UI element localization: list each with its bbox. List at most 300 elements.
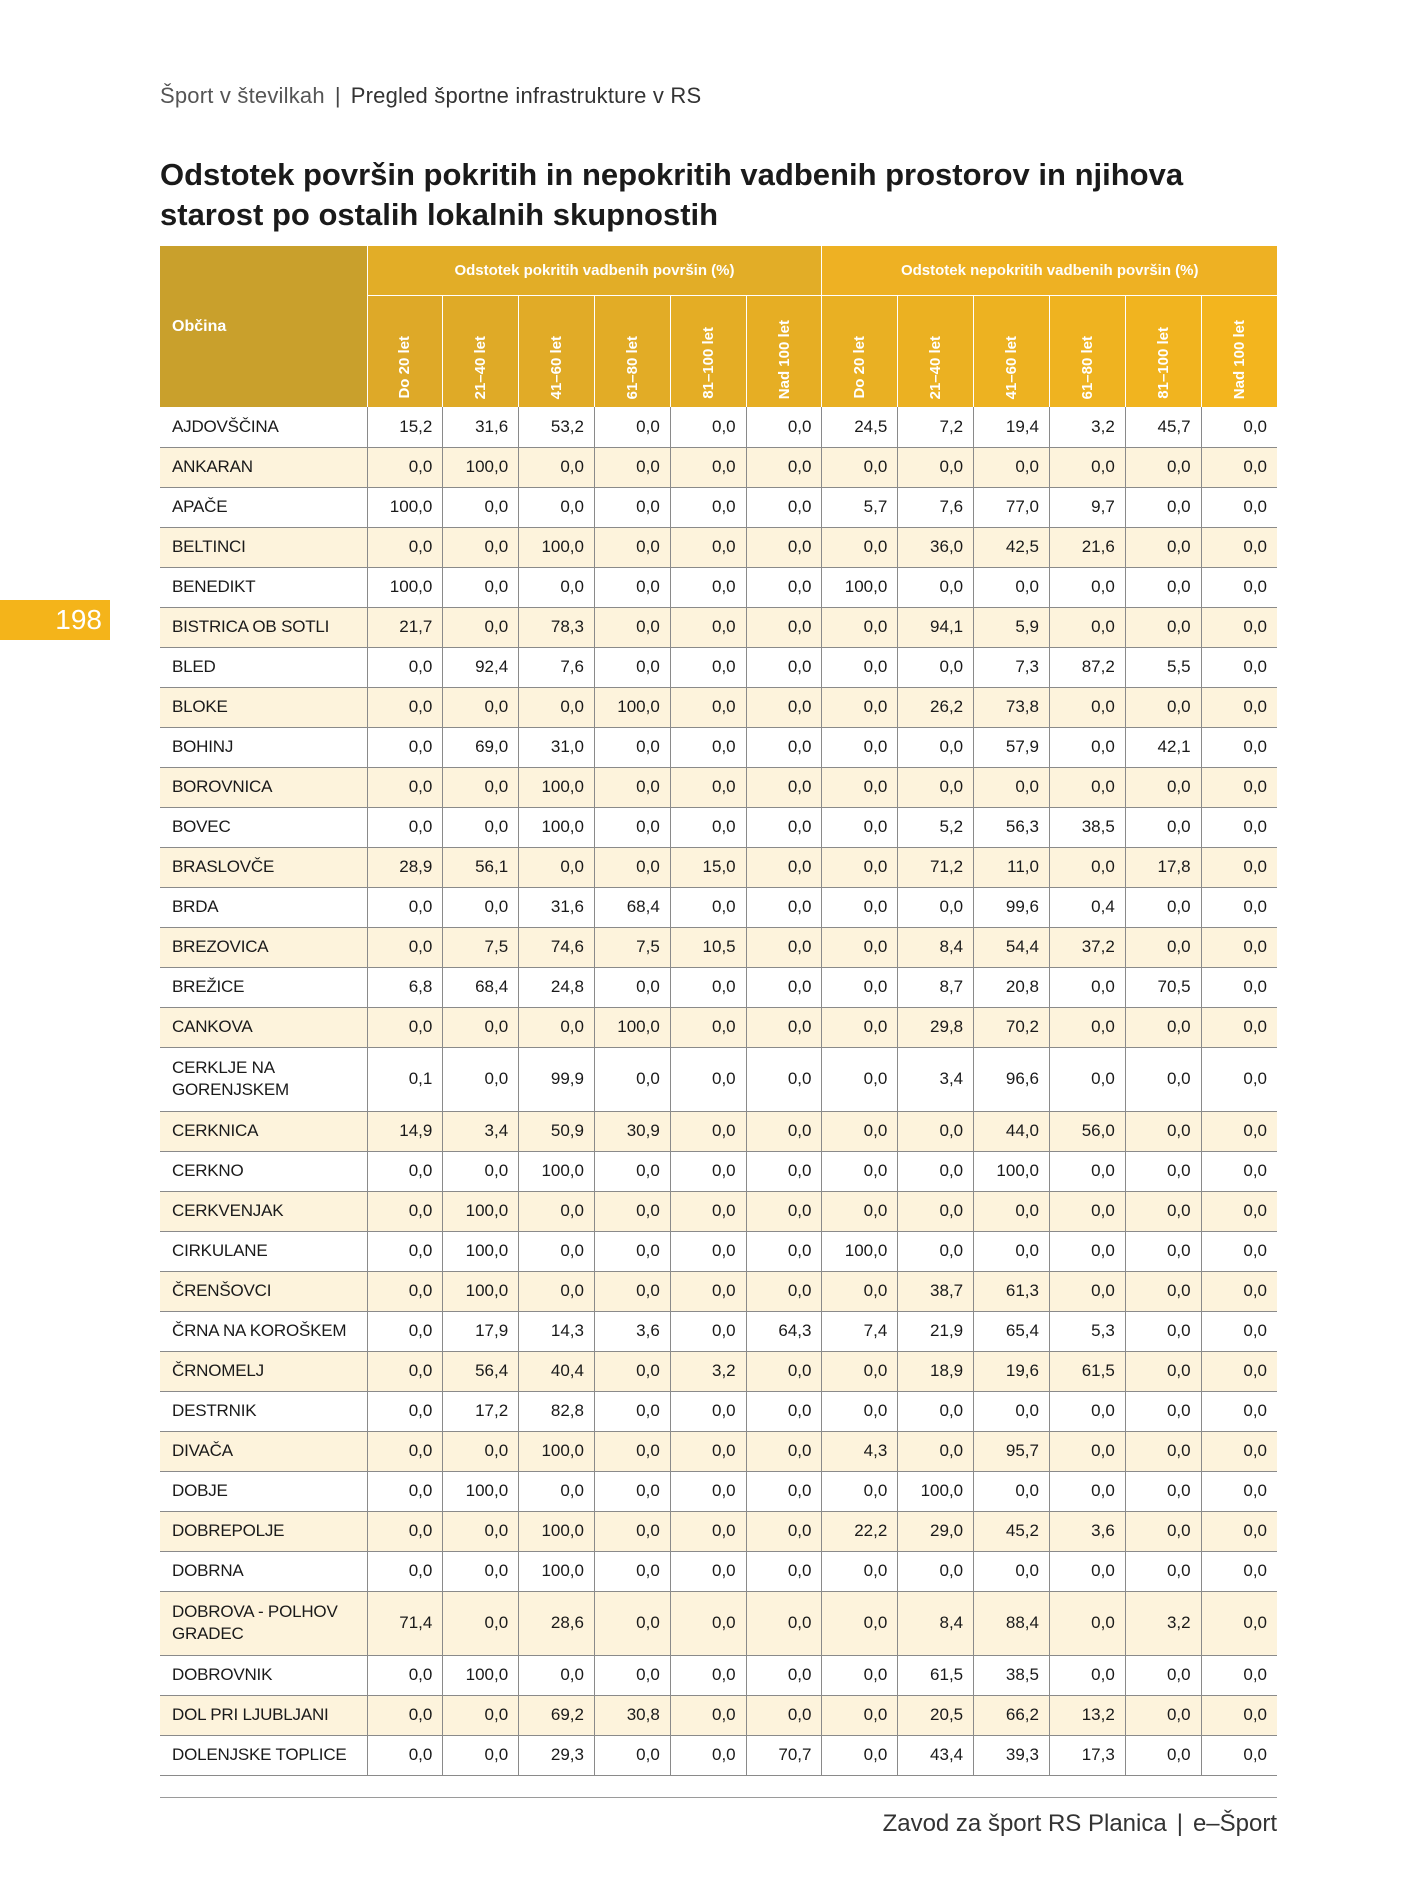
- value-cell: 0,0: [1125, 447, 1201, 487]
- municipality-cell: CANKOVA: [160, 1007, 367, 1047]
- value-cell: 69,2: [519, 1695, 595, 1735]
- value-cell: 0,0: [1201, 1471, 1277, 1511]
- value-cell: 0,0: [594, 1271, 670, 1311]
- value-cell: 0,0: [974, 1551, 1050, 1591]
- value-cell: 0,0: [746, 767, 822, 807]
- value-cell: 94,1: [898, 607, 974, 647]
- value-cell: 0,0: [670, 567, 746, 607]
- value-cell: 0,0: [670, 767, 746, 807]
- value-cell: 7,3: [974, 647, 1050, 687]
- value-cell: 0,0: [1201, 767, 1277, 807]
- value-cell: 70,7: [746, 1735, 822, 1775]
- value-cell: 0,0: [746, 687, 822, 727]
- value-cell: 3,4: [898, 1047, 974, 1111]
- value-cell: 0,0: [746, 967, 822, 1007]
- value-cell: 0,0: [746, 1551, 822, 1591]
- value-cell: 61,3: [974, 1271, 1050, 1311]
- value-cell: 0,0: [1125, 927, 1201, 967]
- page-number: 198: [0, 600, 110, 640]
- value-cell: 0,0: [1125, 1351, 1201, 1391]
- value-cell: 9,7: [1049, 487, 1125, 527]
- value-cell: 0,0: [822, 767, 898, 807]
- value-cell: 0,0: [367, 1471, 443, 1511]
- value-cell: 0,0: [519, 487, 595, 527]
- value-cell: 71,4: [367, 1591, 443, 1655]
- value-cell: 0,0: [367, 767, 443, 807]
- municipality-cell: BLED: [160, 647, 367, 687]
- value-cell: 0,0: [670, 1007, 746, 1047]
- value-cell: 0,0: [367, 527, 443, 567]
- value-cell: 74,6: [519, 927, 595, 967]
- value-cell: 45,2: [974, 1511, 1050, 1551]
- column-header-age: Nad 100 let: [746, 296, 822, 408]
- value-cell: 100,0: [519, 1511, 595, 1551]
- value-cell: 0,0: [1125, 1047, 1201, 1111]
- value-cell: 0,0: [670, 1511, 746, 1551]
- value-cell: 19,6: [974, 1351, 1050, 1391]
- value-cell: 0,0: [898, 1151, 974, 1191]
- running-header: [160, 83, 701, 109]
- value-cell: 0,0: [1049, 967, 1125, 1007]
- value-cell: 0,0: [822, 1271, 898, 1311]
- value-cell: 88,4: [974, 1591, 1050, 1655]
- value-cell: 18,9: [898, 1351, 974, 1391]
- value-cell: 0,0: [1201, 967, 1277, 1007]
- value-cell: 0,0: [746, 1351, 822, 1391]
- value-cell: 99,9: [519, 1047, 595, 1111]
- value-cell: 0,0: [1201, 1111, 1277, 1151]
- value-cell: 0,0: [1201, 927, 1277, 967]
- value-cell: 0,0: [519, 447, 595, 487]
- value-cell: 7,5: [594, 927, 670, 967]
- value-cell: 0,0: [746, 1047, 822, 1111]
- value-cell: 0,0: [594, 407, 670, 447]
- municipality-cell: BOHINJ: [160, 727, 367, 767]
- value-cell: 100,0: [443, 1471, 519, 1511]
- column-header-municipality: Občina: [160, 246, 367, 407]
- value-cell: 0,0: [670, 647, 746, 687]
- value-cell: 0,0: [746, 887, 822, 927]
- table-row: [160, 647, 1277, 687]
- value-cell: 0,0: [898, 1431, 974, 1471]
- municipality-cell: CERKLJE NA GORENJSKEM: [160, 1047, 367, 1111]
- value-cell: 0,0: [1201, 1511, 1277, 1551]
- value-cell: 87,2: [1049, 647, 1125, 687]
- value-cell: 0,0: [822, 1695, 898, 1735]
- value-cell: 7,4: [822, 1311, 898, 1351]
- municipality-cell: AJDOVŠČINA: [160, 407, 367, 447]
- value-cell: 17,8: [1125, 847, 1201, 887]
- value-cell: 0,0: [1049, 447, 1125, 487]
- municipality-cell: DOBROVNIK: [160, 1655, 367, 1695]
- value-cell: 0,0: [746, 407, 822, 447]
- table-row: [160, 1391, 1277, 1431]
- value-cell: 100,0: [519, 527, 595, 567]
- value-cell: 0,0: [1125, 1695, 1201, 1735]
- value-cell: 53,2: [519, 407, 595, 447]
- value-cell: 0,0: [746, 1431, 822, 1471]
- value-cell: 0,0: [367, 1735, 443, 1775]
- table-row: [160, 407, 1277, 447]
- value-cell: 0,0: [1201, 407, 1277, 447]
- value-cell: 0,0: [443, 767, 519, 807]
- table-row: [160, 727, 1277, 767]
- value-cell: 0,0: [1201, 1655, 1277, 1695]
- value-cell: 0,0: [367, 1351, 443, 1391]
- value-cell: 0,0: [670, 1735, 746, 1775]
- table-row: [160, 1591, 1277, 1655]
- value-cell: 0,0: [1049, 1591, 1125, 1655]
- column-header-age: Nad 100 let: [1201, 296, 1277, 408]
- table-row: [160, 927, 1277, 967]
- value-cell: 0,0: [1125, 1391, 1201, 1431]
- value-cell: 0,0: [1125, 1191, 1201, 1231]
- value-cell: 0,0: [443, 567, 519, 607]
- value-cell: 0,0: [367, 647, 443, 687]
- value-cell: 95,7: [974, 1431, 1050, 1471]
- value-cell: 100,0: [594, 1007, 670, 1047]
- value-cell: 0,0: [594, 647, 670, 687]
- municipality-cell: BRDA: [160, 887, 367, 927]
- value-cell: 0,0: [443, 1431, 519, 1471]
- value-cell: 0,0: [1049, 687, 1125, 727]
- value-cell: 70,5: [1125, 967, 1201, 1007]
- header-separator: |: [334, 83, 341, 108]
- value-cell: 0,0: [670, 1431, 746, 1471]
- table-row: [160, 1191, 1277, 1231]
- value-cell: 100,0: [519, 1431, 595, 1471]
- municipality-cell: DOBRNA: [160, 1551, 367, 1591]
- value-cell: 3,2: [1125, 1591, 1201, 1655]
- value-cell: 0,0: [1049, 567, 1125, 607]
- value-cell: 0,0: [822, 1551, 898, 1591]
- table-row: [160, 1551, 1277, 1591]
- table-row: [160, 1271, 1277, 1311]
- value-cell: 0,0: [1125, 1311, 1201, 1351]
- value-cell: 0,0: [1201, 1231, 1277, 1271]
- value-cell: 0,0: [898, 1551, 974, 1591]
- value-cell: 0,0: [670, 1231, 746, 1271]
- municipality-cell: BELTINCI: [160, 527, 367, 567]
- value-cell: 42,1: [1125, 727, 1201, 767]
- value-cell: 0,0: [670, 1391, 746, 1431]
- value-cell: 0,0: [443, 487, 519, 527]
- value-cell: 0,0: [974, 1391, 1050, 1431]
- value-cell: 92,4: [443, 647, 519, 687]
- value-cell: 100,0: [594, 687, 670, 727]
- value-cell: 56,3: [974, 807, 1050, 847]
- value-cell: 0,4: [1049, 887, 1125, 927]
- municipality-cell: DOL PRI LJUBLJANI: [160, 1695, 367, 1735]
- value-cell: 21,9: [898, 1311, 974, 1351]
- value-cell: 0,0: [443, 1511, 519, 1551]
- value-cell: 0,0: [898, 567, 974, 607]
- municipality-cell: DIVAČA: [160, 1431, 367, 1471]
- value-cell: 29,3: [519, 1735, 595, 1775]
- value-cell: 71,2: [898, 847, 974, 887]
- table-row: [160, 1111, 1277, 1151]
- value-cell: 0,0: [746, 1231, 822, 1271]
- value-cell: 0,0: [974, 1471, 1050, 1511]
- column-header-age: 61–80 let: [594, 296, 670, 408]
- table-row: [160, 887, 1277, 927]
- municipality-cell: CERKNICA: [160, 1111, 367, 1151]
- municipality-cell: CIRKULANE: [160, 1231, 367, 1271]
- value-cell: 29,0: [898, 1511, 974, 1551]
- value-cell: 0,0: [1201, 687, 1277, 727]
- value-cell: 82,8: [519, 1391, 595, 1431]
- value-cell: 31,6: [443, 407, 519, 447]
- value-cell: 0,0: [670, 1591, 746, 1655]
- table-row: [160, 847, 1277, 887]
- value-cell: 0,0: [1201, 647, 1277, 687]
- value-cell: 0,0: [974, 1191, 1050, 1231]
- value-cell: 0,0: [822, 1007, 898, 1047]
- value-cell: 0,0: [1125, 1551, 1201, 1591]
- value-cell: 0,0: [1049, 1151, 1125, 1191]
- value-cell: 0,0: [822, 1655, 898, 1695]
- value-cell: 0,0: [670, 447, 746, 487]
- value-cell: 0,0: [594, 1231, 670, 1271]
- municipality-cell: BOROVNICA: [160, 767, 367, 807]
- value-cell: 0,0: [1201, 1311, 1277, 1351]
- value-cell: 0,0: [974, 447, 1050, 487]
- value-cell: 100,0: [822, 1231, 898, 1271]
- value-cell: 69,0: [443, 727, 519, 767]
- value-cell: 0,0: [670, 807, 746, 847]
- value-cell: 0,0: [1201, 1391, 1277, 1431]
- value-cell: 8,7: [898, 967, 974, 1007]
- column-header-age: 81–100 let: [670, 296, 746, 408]
- value-cell: 0,0: [822, 847, 898, 887]
- value-cell: 13,2: [1049, 1695, 1125, 1735]
- value-cell: 0,0: [822, 887, 898, 927]
- value-cell: 100,0: [367, 567, 443, 607]
- value-cell: 0,0: [367, 1271, 443, 1311]
- value-cell: 21,6: [1049, 527, 1125, 567]
- value-cell: 0,0: [1049, 607, 1125, 647]
- value-cell: 0,0: [670, 407, 746, 447]
- value-cell: 0,0: [822, 1151, 898, 1191]
- table-row: [160, 1151, 1277, 1191]
- table-row: [160, 687, 1277, 727]
- value-cell: 0,0: [1201, 487, 1277, 527]
- value-cell: 45,7: [1125, 407, 1201, 447]
- value-cell: 3,4: [443, 1111, 519, 1151]
- value-cell: 0,0: [594, 1431, 670, 1471]
- value-cell: 0,0: [367, 1695, 443, 1735]
- value-cell: 0,0: [822, 1735, 898, 1775]
- table-row: [160, 967, 1277, 1007]
- value-cell: 100,0: [443, 1655, 519, 1695]
- value-cell: 0,0: [367, 887, 443, 927]
- value-cell: 0,0: [594, 1471, 670, 1511]
- municipality-cell: BLOKE: [160, 687, 367, 727]
- municipality-cell: BREŽICE: [160, 967, 367, 1007]
- value-cell: 36,0: [898, 527, 974, 567]
- value-cell: 0,0: [1201, 1351, 1277, 1391]
- value-cell: 0,0: [367, 927, 443, 967]
- value-cell: 0,0: [1201, 1271, 1277, 1311]
- value-cell: 0,0: [443, 1007, 519, 1047]
- value-cell: 99,6: [974, 887, 1050, 927]
- value-cell: 0,0: [443, 607, 519, 647]
- value-cell: 0,0: [822, 967, 898, 1007]
- value-cell: 4,3: [822, 1431, 898, 1471]
- value-cell: 0,0: [594, 967, 670, 1007]
- value-cell: 0,0: [443, 1551, 519, 1591]
- value-cell: 28,6: [519, 1591, 595, 1655]
- value-cell: 40,4: [519, 1351, 595, 1391]
- value-cell: 0,0: [898, 767, 974, 807]
- value-cell: 0,0: [898, 647, 974, 687]
- value-cell: 7,2: [898, 407, 974, 447]
- value-cell: 0,0: [1125, 1007, 1201, 1047]
- value-cell: 0,0: [1125, 1151, 1201, 1191]
- value-cell: 0,0: [594, 1655, 670, 1695]
- column-header-age: 21–40 let: [898, 296, 974, 408]
- value-cell: 15,0: [670, 847, 746, 887]
- municipality-cell: DESTRNIK: [160, 1391, 367, 1431]
- footer-divider: [160, 1797, 1277, 1798]
- table-row: [160, 1231, 1277, 1271]
- value-cell: 11,0: [974, 847, 1050, 887]
- table-row: [160, 1431, 1277, 1471]
- column-header-age: Do 20 let: [367, 296, 443, 408]
- value-cell: 0,0: [519, 1191, 595, 1231]
- value-cell: 6,8: [367, 967, 443, 1007]
- column-header-age: 41–60 let: [974, 296, 1050, 408]
- value-cell: 100,0: [822, 567, 898, 607]
- value-cell: 0,0: [367, 1007, 443, 1047]
- table-row: [160, 487, 1277, 527]
- value-cell: 0,0: [1125, 1271, 1201, 1311]
- value-cell: 0,0: [746, 487, 822, 527]
- value-cell: 0,0: [519, 687, 595, 727]
- municipality-cell: DOBREPOLJE: [160, 1511, 367, 1551]
- municipality-cell: DOBROVA - POLHOV GRADEC: [160, 1591, 367, 1655]
- value-cell: 100,0: [974, 1151, 1050, 1191]
- value-cell: 3,2: [1049, 407, 1125, 447]
- value-cell: 0,0: [1201, 1431, 1277, 1471]
- table-row: [160, 1655, 1277, 1695]
- value-cell: 61,5: [898, 1655, 974, 1695]
- value-cell: 0,0: [746, 1655, 822, 1695]
- value-cell: 0,0: [1125, 1431, 1201, 1471]
- value-cell: 38,5: [974, 1655, 1050, 1695]
- column-header-age: 41–60 let: [519, 296, 595, 408]
- value-cell: 0,0: [822, 807, 898, 847]
- value-cell: 0,0: [1201, 1695, 1277, 1735]
- value-cell: 0,0: [367, 1311, 443, 1351]
- value-cell: 0,0: [367, 1431, 443, 1471]
- value-cell: 65,4: [974, 1311, 1050, 1351]
- value-cell: 0,0: [1201, 567, 1277, 607]
- table-row: [160, 1735, 1277, 1775]
- value-cell: 31,6: [519, 887, 595, 927]
- value-cell: 0,0: [1049, 1431, 1125, 1471]
- footer-publisher: Zavod za šport RS Planica: [882, 1810, 1167, 1837]
- value-cell: 56,4: [443, 1351, 519, 1391]
- value-cell: 0,0: [1201, 1591, 1277, 1655]
- value-cell: 0,0: [1201, 1151, 1277, 1191]
- value-cell: 31,0: [519, 727, 595, 767]
- table-row: [160, 527, 1277, 567]
- value-cell: 0,0: [594, 807, 670, 847]
- value-cell: 14,3: [519, 1311, 595, 1351]
- value-cell: 0,0: [443, 1591, 519, 1655]
- value-cell: 50,9: [519, 1111, 595, 1151]
- value-cell: 0,0: [746, 527, 822, 567]
- value-cell: 0,0: [1201, 1047, 1277, 1111]
- value-cell: 0,0: [1125, 607, 1201, 647]
- value-cell: 0,0: [1125, 1511, 1201, 1551]
- value-cell: 0,0: [1049, 1391, 1125, 1431]
- value-cell: 0,0: [746, 1471, 822, 1511]
- value-cell: 0,0: [594, 1151, 670, 1191]
- value-cell: 0,0: [367, 1391, 443, 1431]
- value-cell: 17,2: [443, 1391, 519, 1431]
- municipality-cell: APAČE: [160, 487, 367, 527]
- value-cell: 0,0: [746, 807, 822, 847]
- municipality-cell: CERKVENJAK: [160, 1191, 367, 1231]
- table-body: [160, 407, 1277, 1775]
- value-cell: 0,0: [367, 447, 443, 487]
- value-cell: 0,0: [670, 967, 746, 1007]
- value-cell: 0,0: [1049, 1231, 1125, 1271]
- value-cell: 0,0: [746, 1007, 822, 1047]
- value-cell: 0,0: [746, 1511, 822, 1551]
- value-cell: 0,0: [1125, 527, 1201, 567]
- value-cell: 0,0: [1201, 887, 1277, 927]
- table-row: [160, 1007, 1277, 1047]
- value-cell: 0,0: [746, 1111, 822, 1151]
- value-cell: 0,0: [670, 687, 746, 727]
- table-row: [160, 1695, 1277, 1735]
- value-cell: 0,0: [670, 1551, 746, 1591]
- value-cell: 0,0: [367, 727, 443, 767]
- value-cell: 70,2: [974, 1007, 1050, 1047]
- value-cell: 0,0: [670, 1047, 746, 1111]
- page-title: Odstotek površin pokritih in nepokritih vadbenih prostorov in njihova starost po ostalih lokalnih skupnostih: [160, 157, 1184, 232]
- table-row: [160, 1511, 1277, 1551]
- municipality-cell: BREZOVICA: [160, 927, 367, 967]
- value-cell: 0,0: [367, 1655, 443, 1695]
- value-cell: 0,0: [594, 607, 670, 647]
- value-cell: 8,4: [898, 927, 974, 967]
- value-cell: 0,0: [1201, 527, 1277, 567]
- value-cell: 3,2: [670, 1351, 746, 1391]
- municipality-cell: BISTRICA OB SOTLI: [160, 607, 367, 647]
- table-row: [160, 607, 1277, 647]
- value-cell: 68,4: [594, 887, 670, 927]
- value-cell: 0,0: [670, 1271, 746, 1311]
- value-cell: 0,0: [670, 887, 746, 927]
- value-cell: 0,0: [746, 447, 822, 487]
- value-cell: 0,0: [746, 1191, 822, 1231]
- value-cell: 0,0: [822, 527, 898, 567]
- value-cell: 100,0: [519, 807, 595, 847]
- value-cell: 0,0: [822, 727, 898, 767]
- value-cell: 0,0: [1201, 1191, 1277, 1231]
- municipality-cell: ČRNOMELJ: [160, 1351, 367, 1391]
- value-cell: 0,0: [1125, 687, 1201, 727]
- value-cell: 0,0: [898, 1111, 974, 1151]
- value-cell: 0,0: [594, 1511, 670, 1551]
- value-cell: 0,0: [367, 1551, 443, 1591]
- value-cell: 0,0: [670, 487, 746, 527]
- value-cell: 0,0: [443, 1695, 519, 1735]
